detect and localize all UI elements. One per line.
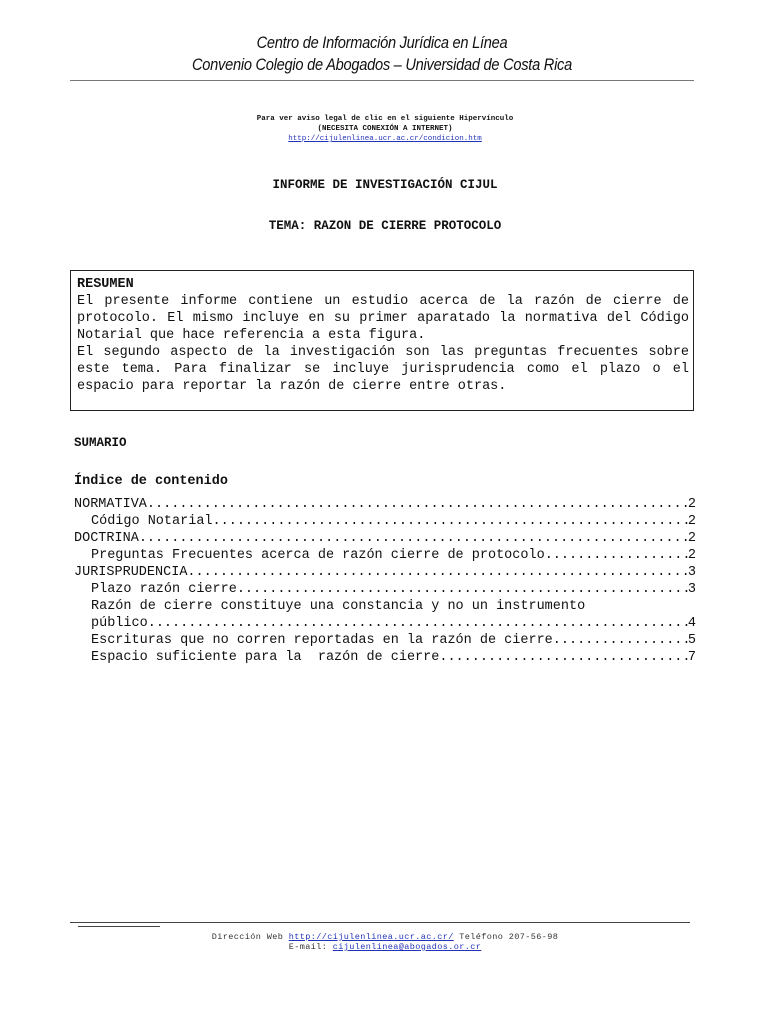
footer-divider xyxy=(70,922,690,923)
legal-notice-connection: (NECESITA CONEXIÓN A INTERNET) xyxy=(317,125,453,133)
toc-entry-jurisprudencia[interactable]: JURISPRUDENCIA ..... 3 xyxy=(74,564,696,581)
footer-phone: Teléfono 207-56-98 xyxy=(459,932,559,942)
document-header xyxy=(114,32,651,76)
footer-email-label: E-mail: xyxy=(288,942,328,952)
header-line-1: Centro de Información Jurídica en Línea xyxy=(256,33,508,52)
footer-email-link[interactable]: cijulenlinea@abogados.or.cr xyxy=(332,942,482,952)
legal-notice-text: Para ver aviso legal de clic en el siguiente Hipervínculo xyxy=(256,115,514,123)
legal-notice xyxy=(70,114,700,144)
toc-entry-espacio-suficiente[interactable]: Espacio suficiente para la razón de cierre ..... 7 xyxy=(74,649,696,666)
toc-entry-preguntas-frecuentes[interactable]: Preguntas Frecuentes acerca de razón cierre de protocolo ..... 2 xyxy=(74,547,696,564)
summary-heading: RESUMEN xyxy=(77,277,134,292)
toc-entry-constancia-line-1[interactable]: Razón de cierre constituye una constancia y no un instrumento xyxy=(91,599,586,614)
report-title: INFORME DE INVESTIGACIÓN CIJUL xyxy=(272,178,498,192)
summary-box xyxy=(70,270,694,411)
summary-paragraph-1: El presente informe contiene un estudio acerca de la razón de cierre de protocolo. El mismo incluye en su primer aparatado la normativa del Código Notarial que hace referencia a esta figura. xyxy=(77,294,689,343)
toc-entry-constancia-line-2[interactable]: público ..... 4 xyxy=(74,615,696,632)
document-footer xyxy=(70,932,700,952)
toc-entry-codigo-notarial[interactable]: Código Notarial ..... 2 xyxy=(74,513,696,530)
sumario-heading: SUMARIO xyxy=(74,436,127,450)
footer-web-label: Dirección Web xyxy=(211,932,284,942)
header-line-2: Convenio Colegio de Abogados – Universidad de Costa Rica xyxy=(191,55,572,74)
toc-entry-normativa[interactable]: NORMATIVA ..... 2 xyxy=(74,496,696,513)
toc-entry-plazo-razon-cierre[interactable]: Plazo razón cierre ..... 3 xyxy=(74,581,696,598)
footer-line-1 xyxy=(70,932,700,942)
table-of-contents xyxy=(74,496,696,666)
footer-web-link[interactable]: http://cijulenlinea.ucr.ac.cr/ xyxy=(288,932,454,942)
toc-entry-escrituras[interactable]: Escrituras que no corren reportadas en la razón de cierre ..... 5 xyxy=(74,632,696,649)
legal-notice-link[interactable]: http://cijulenlinea.ucr.ac.cr/condicion.htm xyxy=(288,135,482,143)
footer-line-2 xyxy=(70,942,700,952)
toc-heading: Índice de contenido xyxy=(74,474,228,489)
report-topic: TEMA: RAZON DE CIERRE PROTOCOLO xyxy=(268,219,502,233)
footer-divider-short xyxy=(78,926,160,927)
summary-paragraph-2: El segundo aspecto de la investigación son las preguntas frecuentes sobre este tema. Para finalizar se incluye jurisprudencia como el plazo o el espacio para reportar la razón de cierre entre otras. xyxy=(77,345,689,394)
header-divider xyxy=(70,80,694,81)
toc-entry-doctrina[interactable]: DOCTRINA ..... 2 xyxy=(74,530,696,547)
